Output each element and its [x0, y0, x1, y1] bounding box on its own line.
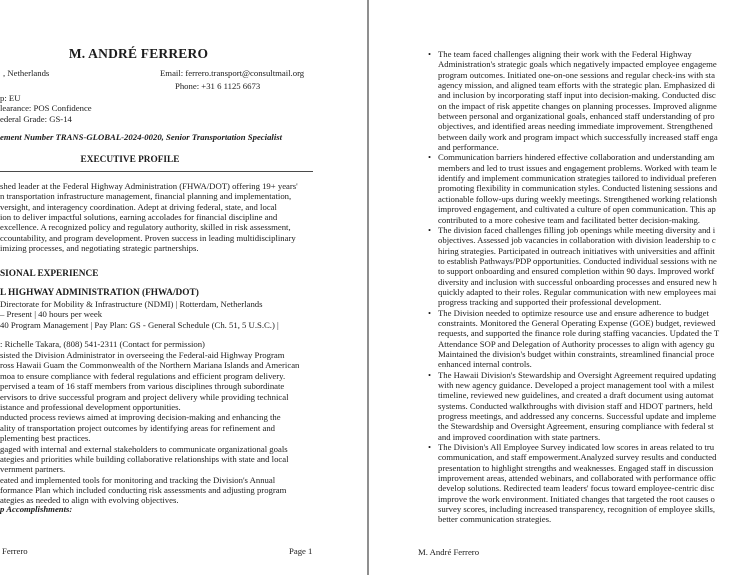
bullet-marker: • — [428, 224, 432, 235]
bullet-marker — [428, 380, 438, 390]
bullet-marker — [428, 111, 438, 121]
bullet-marker — [428, 142, 438, 152]
experience-line: gaged with internal and external stakeholders to communicate organizational goals — [0, 443, 288, 454]
bullet-line — [428, 80, 719, 90]
bullet-marker — [428, 90, 438, 100]
bullet-line — [428, 277, 719, 287]
bullet-text: progress tracking and supported their professional development. — [438, 297, 662, 308]
bullet-line — [428, 308, 719, 318]
bullet-marker — [428, 411, 438, 421]
bullet-marker: • — [428, 49, 432, 59]
bullet-line — [428, 204, 719, 214]
bullet-marker — [428, 215, 438, 225]
bullet-text: objectives, and identified areas needing immediate improvement. Strengthened — [438, 121, 713, 132]
bullet-line — [428, 163, 719, 173]
bullet-text: to support onboarding and ensured completion within 90 days. Improved workf — [438, 266, 715, 277]
bullet-marker — [428, 514, 438, 524]
bullet-line — [428, 173, 719, 183]
detail-line: p: EU — [0, 93, 21, 103]
bullet-line — [428, 194, 719, 204]
bullet-text: to establish Pathways/PDP opportunities. Conducted individual sessions with ne — [438, 255, 717, 266]
bullet-marker — [428, 421, 438, 431]
bullet-text: Communication barriers hindered effective collaboration and understanding am — [438, 152, 715, 163]
bullet-text: progress meetings, and addressed any concerns. Successful update and impleme — [438, 411, 717, 422]
bullet-text: diversity and inclusion with successful onboarding processes and ensured new h — [438, 276, 717, 287]
contact-phone: Phone: +31 6 1125 6673 — [175, 81, 261, 91]
bullet-marker — [428, 246, 438, 256]
bullet-text: presentation to highlight strengths and weaknesses. Engaged staff in discussion — [438, 462, 714, 473]
bullet-marker — [428, 121, 438, 131]
bullet-line — [428, 256, 719, 266]
bullet-text: program outcomes. Initiated one-on-one sessions and regular check-ins with sta — [438, 69, 715, 80]
experience-line: ervisors to drive successful program and project delivery while providing technical — [0, 391, 289, 402]
profile-line: shed leader at the Federal Highway Administration (FHWA/DOT) offering 19+ years' — [0, 181, 298, 191]
bullet-marker — [428, 194, 438, 204]
bullet-line — [428, 49, 719, 59]
contact-detail-lines — [0, 93, 92, 124]
bullet-text: enhanced internal controls. — [438, 359, 532, 370]
employer-meta-line: – Present | 40 hours per week — [0, 309, 103, 320]
bullet-line — [428, 452, 719, 462]
experience-body — [0, 350, 299, 506]
experience-line: ategies as needed to align with evolving objectives. — [0, 495, 179, 506]
bullet-marker — [428, 390, 438, 400]
experience-line: formance Plan which included conducting risk assessments and adjusting program — [0, 485, 287, 496]
bullet-line — [428, 59, 719, 69]
bullet-text: agency mission, and aligned team efforts with the strategic plan. Emphasized di — [438, 80, 716, 91]
bullet-marker — [428, 266, 438, 276]
bullet-line — [428, 297, 719, 307]
bullet-text: Maintained the division's budget within constraints, streamlined financial proce — [438, 348, 715, 359]
profile-line: versight, and interagency coordination. Adept at driving federal, state, and local — [0, 201, 277, 212]
bullet-marker — [428, 59, 438, 69]
bullet-text: The Division's All Employee Survey indicated low scores in areas related to tru — [438, 442, 715, 453]
employer-meta-line: 40 Program Management | Pay Plan: GS - General Schedule (Ch. 51, 5 U.S.C.) | — [0, 319, 279, 330]
bullet-line — [428, 359, 719, 369]
profile-line: imizing processes, and negotiating strategic partnerships. — [0, 243, 199, 254]
bullet-text: improve the work environment. Initiated changes that targeted the root causes o — [438, 493, 715, 504]
bullet-text: constraints. Monitored the General Operating Expense (GOE) budget, reviewed — [438, 317, 716, 328]
bullet-text: communication, and staff empowerment.Analyzed survey results and conducted — [438, 452, 717, 463]
bullet-line — [428, 287, 719, 297]
experience-line: plementing best practices. — [0, 433, 91, 444]
profile-line: n transportation infrastructure management, financial planning and implementation, — [0, 191, 292, 202]
bullet-line — [428, 432, 719, 442]
bullet-text: contributed to a more cohesive team and facilitated better decision-making. — [438, 214, 700, 225]
bullet-line — [428, 132, 719, 142]
bullet-line — [428, 370, 719, 380]
bullet-marker — [428, 256, 438, 266]
page1-footer-name: Ferrero — [2, 546, 28, 556]
detail-line: learance: POS Confidence — [0, 103, 92, 114]
employer-meta — [0, 299, 279, 330]
bullet-marker — [428, 432, 438, 442]
employer-name: L HIGHWAY ADMINISTRATION (FHWA/DOT) — [0, 288, 199, 298]
bullet-marker — [428, 297, 438, 307]
bullet-text: requests, and supported the finance role during staffing vacancies. Updated the T — [438, 328, 720, 339]
bullet-line — [428, 142, 719, 152]
bullet-line — [428, 266, 719, 276]
bullet-marker: • — [428, 442, 432, 453]
bullet-line — [428, 504, 719, 514]
bullet-text: identify and implement communication strategies tailored to individual preferen — [438, 173, 717, 184]
bullet-marker — [428, 483, 438, 493]
supervisor-line: : Richelle Takara, (808) 541-2311 (Contact for permission) — [0, 339, 205, 349]
bullet-text: timeline, reviewed new guidelines, and created a draft document using automat — [438, 390, 714, 401]
bullet-marker — [428, 277, 438, 287]
bullet-text: between daily work and program impact which successfully increased staff enga — [438, 131, 718, 142]
experience-line: ategies and priorities while building collaborative relationships with state and local — [0, 453, 289, 464]
bullet-text: systems. Conducted walkthroughs with division staff and HDOT partners, held — [438, 400, 713, 411]
bullet-marker — [428, 132, 438, 142]
bullet-text: quickly adapted to their roles. Regular communication with new employees mai — [438, 286, 717, 297]
bullet-marker — [428, 101, 438, 111]
bullet-marker — [428, 318, 438, 328]
experience-line: ross Hawaii Guam the Commonwealth of the Northern Mariana Islands and American — [0, 360, 300, 371]
bullet-text: actionable follow-ups during weekly meetings. Strengthened working relationsh — [438, 193, 717, 204]
bullet-marker — [428, 339, 438, 349]
bullet-line — [428, 339, 719, 349]
resume-title: M. ANDRÉ FERRERO — [68, 46, 209, 61]
profile-line: ccountability, and program development. Proven success in leading multidisciplinary — [0, 232, 296, 243]
bullet-marker — [428, 287, 438, 297]
bullet-marker — [428, 359, 438, 369]
bullet-text: better communication strategies. — [438, 514, 552, 525]
bullet-text: and improved coordination with state partners. — [438, 431, 601, 442]
bullet-marker — [428, 463, 438, 473]
bullet-line — [428, 390, 719, 400]
profile-line: ion to deliver impactful solutions, earning accolades for financial discipline and — [0, 212, 278, 223]
bullet-marker — [428, 401, 438, 411]
bullet-line — [428, 328, 719, 338]
bullet-line — [428, 463, 719, 473]
accomplishments-heading: p Accomplishments: — [0, 504, 73, 514]
resume-page-2 — [369, 0, 730, 575]
profile-paragraph — [0, 181, 298, 253]
bullet-marker: • — [428, 369, 432, 380]
bullet-marker: • — [428, 152, 432, 163]
bullet-line — [428, 349, 719, 359]
profile-line: excellence. A recognized policy and regulatory authority, skilled in risk assessment, — [0, 222, 291, 233]
experience-line: vernment partners. — [0, 464, 66, 475]
bullet-text: The Hawaii Division's Stewardship and Oversight Agreement required updating — [438, 369, 717, 380]
employer-meta-line: Directorate for Mobility & Infrastructure (NDMI) | Rotterdam, Netherlands — [0, 299, 263, 309]
experience-line: moa to ensure compliance with federal regulations and efficient program delivery. — [0, 370, 286, 381]
bullet-text: The team faced challenges aligning their work with the Federal Highway — [438, 49, 692, 59]
contact-email: Email: ferrero.transport@consultmail.org — [160, 68, 305, 78]
bullet-line — [428, 121, 719, 131]
bullet-marker — [428, 70, 438, 80]
detail-line: ederal Grade: GS-14 — [0, 113, 72, 124]
page1-footer-page-number: Page 1 — [289, 546, 313, 556]
bullet-text: develop solutions. Redirected team leaders' focus toward employee-centric disc — [438, 483, 715, 494]
bullet-text: Attendance SOP and Delegation of Authority processes to align with agency gu — [438, 338, 715, 349]
bullet-text: The Division needed to optimize resource use and ensure adherence to budget — [438, 307, 709, 318]
section-heading-experience: SIONAL EXPERIENCE — [0, 269, 99, 279]
bullet-line — [428, 246, 719, 256]
bullet-marker — [428, 494, 438, 504]
bullet-text: survey scores, including increased transparency, recognition of employee skills, — [438, 504, 716, 515]
bullet-text: hiring strategies. Participated in outreach initiatives with universities and affinit — [438, 245, 715, 256]
bullet-marker — [428, 235, 438, 245]
bullet-text: promoting flexibility in communication styles. Conducted listening sessions and — [438, 183, 718, 194]
bullet-line — [428, 215, 719, 225]
bullet-text: the Stewardship and Oversight Agreement, ensuring compliance with federal st — [438, 421, 714, 432]
experience-line: istance and professional development opportunities. — [0, 401, 181, 412]
bullet-line — [428, 225, 719, 235]
bullet-marker: • — [428, 307, 432, 318]
bullet-marker — [428, 183, 438, 193]
bullet-line — [428, 421, 719, 431]
announcement-line: ement Number TRANS-GLOBAL-2024-0020, Senior Transportation Specialist — [0, 132, 283, 142]
bullet-text: improvement areas, attended webinars, and collaborated with performance offic — [438, 473, 716, 484]
bullet-line — [428, 401, 719, 411]
page2-footer-name: M. André Ferrero — [418, 547, 480, 557]
bullet-line — [428, 70, 719, 80]
bullet-text: improved engagement, and cultivated a culture of open communication. This ap — [438, 204, 716, 215]
bullet-text: Administration's strategic goals which negatively impacted employee engageme — [438, 59, 717, 70]
bullet-line — [428, 152, 719, 162]
experience-line: sisted the Division Administrator in overseeing the Federal-aid Highway Program — [0, 350, 285, 360]
bullet-line — [428, 318, 719, 328]
experience-line: pervised a team of 16 staff members from various disciplines through subordinate — [0, 381, 285, 392]
bullet-marker — [428, 204, 438, 214]
bullet-text: objectives. Assessed job vacancies in collaboration with division leadership to c — [438, 235, 716, 246]
bullet-text: and performance. — [438, 142, 499, 153]
bullet-line — [428, 483, 719, 493]
bullet-line — [428, 90, 719, 100]
accomplishments-bullet-list — [428, 49, 719, 525]
bullet-line — [428, 380, 719, 390]
experience-line: ality of transportation project outcomes by identifying areas for refinement and — [0, 422, 276, 433]
bullet-text: and inclusion by incorporating staff input into decision-making. Conducted disc — [438, 90, 716, 101]
experience-line: nducted process reviews aimed at improving decision-making and enhancing the — [0, 412, 281, 423]
bullet-line — [428, 411, 719, 421]
bullet-marker — [428, 80, 438, 90]
bullet-line — [428, 514, 719, 524]
bullet-marker — [428, 473, 438, 483]
section-heading-executive-profile: EXECUTIVE PROFILE — [80, 155, 180, 165]
bullet-text: with new agency guidance. Developed a project management tool with a milest — [438, 380, 714, 390]
bullet-marker — [428, 504, 438, 514]
experience-line: eated and implemented tools for monitoring and tracking the Division's Annual — [0, 474, 276, 485]
bullet-marker — [428, 163, 438, 173]
bullet-line — [428, 235, 719, 245]
bullet-line — [428, 442, 719, 452]
bullet-text: members and led to trust issues and engagement problems. Worked with team le — [438, 162, 717, 173]
bullet-text: on the impact of risk appetite changes on planning processes. Improved alignme — [438, 100, 717, 111]
bullet-line — [428, 494, 719, 504]
bullet-line — [428, 473, 719, 483]
contact-location: , Netherlands — [3, 68, 50, 78]
bullet-marker — [428, 328, 438, 338]
bullet-line — [428, 101, 719, 111]
bullet-line — [428, 183, 719, 193]
section-divider — [0, 171, 313, 172]
bullet-marker — [428, 452, 438, 462]
bullet-text: The division faced challenges filling job openings while meeting diversity and i — [438, 224, 716, 235]
bullet-marker — [428, 349, 438, 359]
bullet-line — [428, 111, 719, 121]
bullet-marker — [428, 173, 438, 183]
bullet-text: between personal and organizational goals, enhanced staff understanding of pro — [438, 111, 715, 122]
